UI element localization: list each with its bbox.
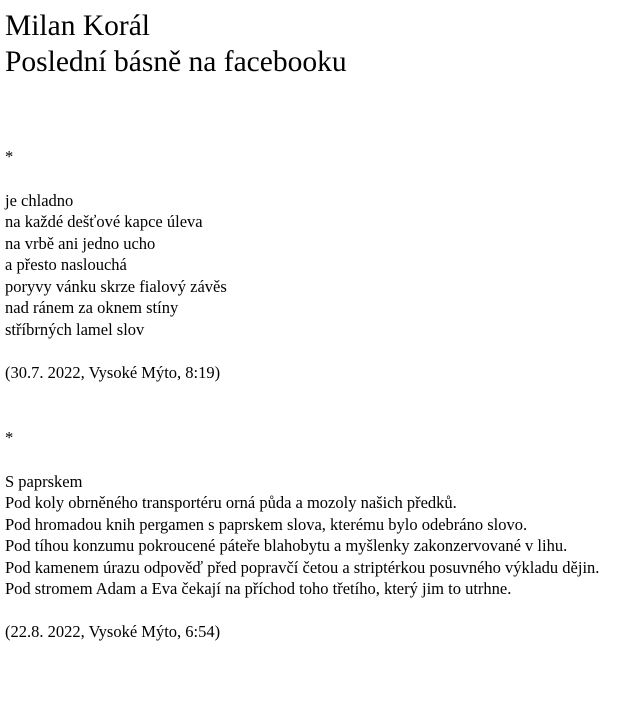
- poem-line: poryvy vánku skrze fialový závěs: [5, 276, 227, 296]
- poem-heading: S paprskem: [5, 471, 83, 491]
- poem-marker: *: [5, 147, 14, 166]
- poem-line: a přesto naslouchá: [5, 255, 127, 274]
- poem-line: nad ránem za oknem stíny: [5, 298, 179, 317]
- document-page: [5, 0, 617, 643]
- poem-line: je chladno: [5, 190, 74, 210]
- poem-line: Pod stromem Adam a Eva čekají na příchod toho třetího, který jim to utrhne.: [5, 579, 512, 598]
- poem-line: Pod koly obrněného transportéru orná půda a mozoly našich předků.: [5, 493, 457, 512]
- poem-2: [5, 427, 617, 643]
- title-block: [5, 8, 617, 80]
- poem-line: Pod hromadou knih pergamen s paprskem slova, kterému bylo odebráno slovo.: [5, 514, 528, 534]
- poem-line: stříbrných lamel slov: [5, 319, 145, 339]
- poem-line: Pod tíhou konzumu pokroucené páteře blahobytu a myšlenky zakonzervované v lihu.: [5, 536, 568, 555]
- poem-signature: (30.7. 2022, Vysoké Mýto, 8:19): [5, 362, 221, 382]
- author-name: Milan Korál: [5, 10, 151, 42]
- poem-line: na vrbě ani jedno ucho: [5, 233, 156, 253]
- poem-line: na každé dešťové kapce úleva: [5, 212, 203, 231]
- poem-1: [5, 146, 617, 383]
- poem-marker: *: [5, 428, 14, 447]
- poem-signature: (22.8. 2022, Vysoké Mýto, 6:54): [5, 622, 221, 641]
- collection-title: Poslední básně na facebooku: [5, 46, 347, 78]
- poem-line: Pod kamenem úrazu odpověď před popravčí četou a striptérkou posuvného výkladu dějin.: [5, 557, 600, 577]
